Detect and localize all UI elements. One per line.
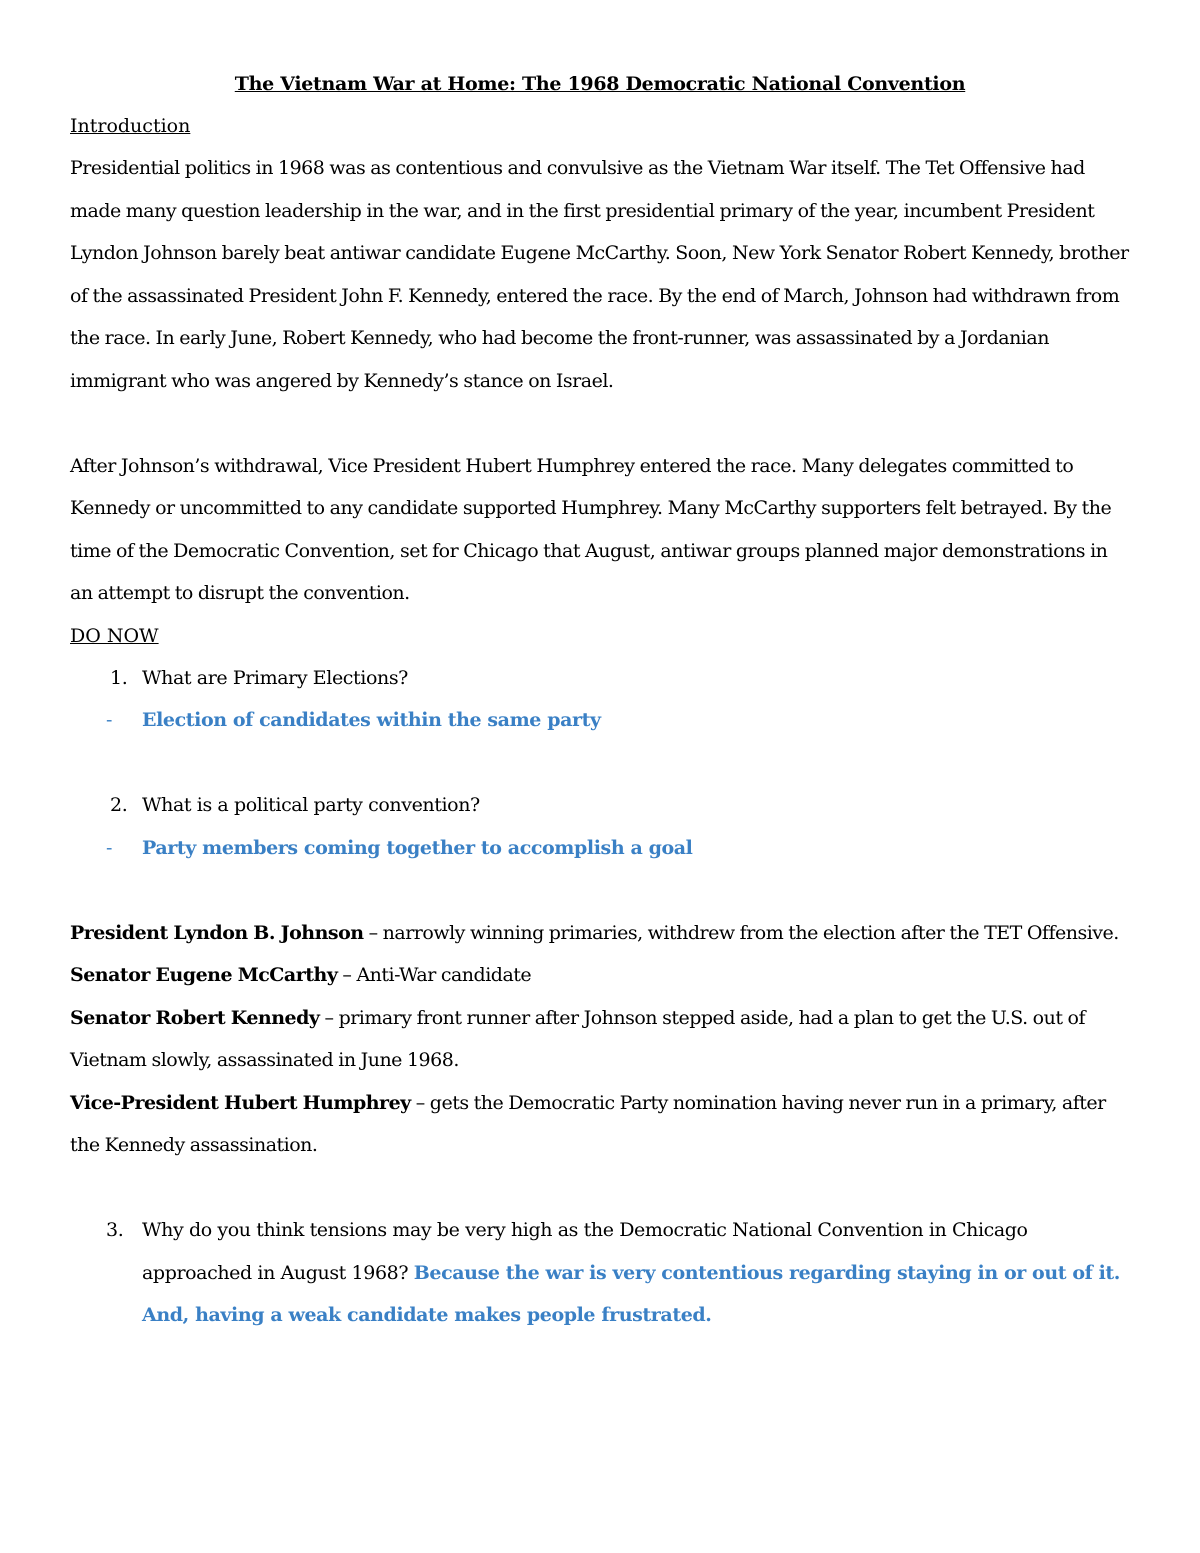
answer-1 [70, 699, 1130, 742]
person-johnson-name: President Lyndon B. Johnson [70, 921, 364, 944]
answer-3-text: Because the war is very contentious regarding staying in or out of it. And, having a weak candidate makes people frustrated. [142, 1261, 1120, 1326]
question-3-text: Why do you think tensions may be very high as the Democratic National Convention in Chicago approached in August 1968? [142, 1219, 1028, 1284]
person-johnson [70, 912, 1130, 955]
answer-2-marker: - [106, 836, 113, 859]
person-humphrey [70, 1082, 1130, 1167]
question-2-text: What is a political party convention? [142, 794, 480, 816]
answer-2 [70, 827, 1130, 870]
question-2 [70, 784, 1130, 827]
question-1 [70, 657, 1130, 700]
document-page [70, 63, 1130, 1337]
question-2-number: 2. [110, 794, 128, 816]
person-kennedy [70, 997, 1130, 1082]
question-spacer [70, 742, 1130, 785]
question-3-number: 3. [106, 1219, 124, 1241]
section-spacer-2 [70, 1167, 1130, 1210]
question-3-body [142, 1209, 1130, 1337]
person-mccarthy [70, 954, 1130, 997]
person-johnson-description: – narrowly winning primaries, withdrew from the election after the TET Offensive. [363, 921, 1119, 944]
intro-paragraph-1: Presidential politics in 1968 was as contentious and convulsive as the Vietnam War itself. The Tet Offensive had made many question leadership in the war, and in the first presidential primary of the year, incumbent President Lyndon Johnson barely beat antiwar candidate Eugene McCarthy. Soon, New York Senator Robert Kennedy, brother of the assassinated President John F. Kennedy, entered the race. By the end of March, Johnson had withdrawn from the race. In early June, Robert Kennedy, who had become the front-runner, was assassinated by a Jordanian immigrant who was angered by Kennedy’s stance on Israel. [70, 157, 1129, 392]
person-kennedy-name: Senator Robert Kennedy [70, 1006, 320, 1029]
intro-heading: Introduction [70, 115, 191, 137]
person-humphrey-name: Vice-President Hubert Humphrey [70, 1091, 411, 1114]
person-humphrey-description: – gets the Democratic Party nomination having never run in a primary, after the Kennedy assassination. [70, 1091, 1106, 1156]
person-mccarthy-name: Senator Eugene McCarthy [70, 964, 338, 986]
question-1-number: 1. [110, 666, 128, 689]
question-3 [106, 1209, 1130, 1337]
question-2-number-cell [70, 784, 142, 827]
question-1-number-cell [70, 657, 142, 700]
answer-1-text: Election of candidates within the same party [142, 709, 601, 731]
section-spacer [70, 869, 1130, 912]
paragraph-spacer [70, 402, 1130, 445]
person-kennedy-description: – primary front runner after Johnson stepped aside, had a plan to get the U.S. out of Vietnam slowly, assassinated in June 1968. [70, 1006, 1085, 1071]
do-now-heading: DO NOW [70, 624, 159, 647]
question-1-text: What are Primary Elections? [142, 666, 408, 689]
person-mccarthy-description: – Anti-War candidate [337, 964, 532, 986]
intro-paragraph-2: After Johnson’s withdrawal, Vice President Hubert Humphrey entered the race. Many delegates committed to Kennedy or uncommitted to any candidate supported Humphrey. Many McCarthy supporters felt betrayed. By the time of the Democratic Convention, set for Chicago that August, antiwar groups planned major demonstrations in an attempt to disrupt the convention. [70, 454, 1112, 604]
answer-2-text: Party members coming together to accomplish a goal [142, 836, 693, 859]
document-title: The Vietnam War at Home: The 1968 Democratic National Convention [234, 73, 966, 95]
answer-1-marker: - [106, 709, 113, 731]
